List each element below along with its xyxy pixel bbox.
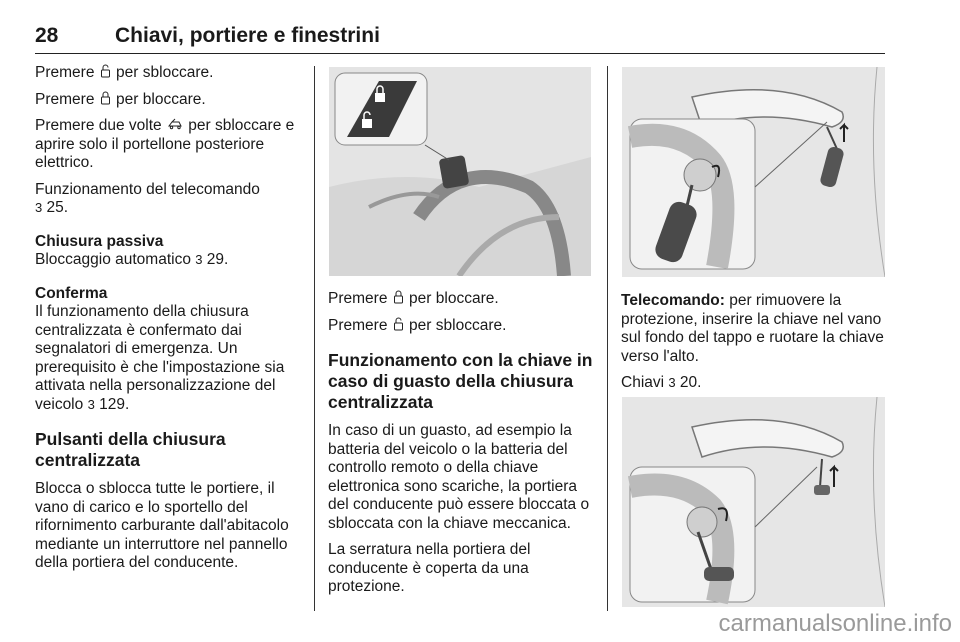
- figure-remove-cover: [622, 67, 885, 277]
- paragraph-confirmation: Il funzionamento della chiusura centralizzata è confermato dai segnalatori di emergenza. Un prerequisito è che l'impostazione sia attivata nella personalizzazione del veicolo 3 129.: [35, 303, 285, 413]
- paragraph-auto-lock: Bloccaggio automatico 3 29.: [35, 251, 229, 268]
- reference-arrow-icon: 3: [668, 375, 676, 390]
- figure-turn-key: [622, 397, 885, 607]
- column-divider-left: [314, 66, 315, 611]
- paragraph-remote: Telecomando: per rimuovere la protezione, inserire la chiave nel vano sul fondo del tappo e ruotare la chiave verso l'alto.: [621, 292, 884, 365]
- lock-icon: [100, 91, 111, 105]
- remote-label: Telecomando:: [621, 292, 725, 309]
- reference-arrow-icon: 3: [195, 252, 203, 267]
- reference-arrow-icon: 3: [35, 200, 43, 215]
- page-header: [35, 14, 885, 54]
- heading-central-lock-buttons: Pulsanti della chiusura centralizzata: [35, 429, 226, 470]
- column-2: [328, 290, 594, 605]
- paragraph-key-failure: In caso di un guasto, ad esempio la batteria del veicolo o la batteria del controllo remoto o della chiave elettronica sono scariche, la portiera del conducente può essere bloccata o sbloccata con la chiave meccanica.: [328, 422, 590, 532]
- paragraph-unlock: Premere per sbloccare.: [35, 64, 214, 81]
- paragraph-central-lock-buttons: Blocca o sblocca tutte le portiere, il vano di carico e lo sportello del rifornimento carburante dall'abitacolo mediante un interruttore nel pannello della portiera del conducente.: [35, 480, 289, 571]
- paragraph-lock-cover: La serratura nella portiera del conducente è coperta da una protezione.: [328, 541, 531, 595]
- unlock-icon: [393, 317, 404, 331]
- watermark: carmanualsonline.info: [718, 610, 952, 637]
- tailgate-icon: [167, 117, 183, 131]
- lock-icon: [393, 290, 404, 304]
- heading-key-failure: Funzionamento con la chiave in caso di guasto della chiusura centralizzata: [328, 350, 593, 412]
- door-switch-illustration: [329, 67, 591, 276]
- paragraph-lock-2: Premere per bloccare.: [328, 290, 499, 307]
- heading-confirmation: Conferma: [35, 284, 108, 302]
- heading-passive-locking: Chiusura passiva: [35, 232, 164, 250]
- column-divider-right: [607, 66, 608, 611]
- paragraph-remote-ref: Funzionamento del telecomando 3 25.: [35, 180, 260, 216]
- cover-removal-illustration: [622, 67, 885, 277]
- paragraph-lock: Premere per bloccare.: [35, 90, 206, 108]
- paragraph-keys-ref: Chiavi 3 20.: [621, 374, 702, 391]
- column-3: [621, 292, 887, 401]
- page-number: 28: [35, 24, 59, 47]
- unlock-icon: [100, 64, 111, 78]
- figure-door-lock-switch: [329, 67, 591, 276]
- reference-arrow-icon: 3: [87, 396, 95, 412]
- paragraph-unlock-2: Premere per sbloccare.: [328, 316, 507, 334]
- chapter-title: Chiavi, portiere e finestrini: [115, 24, 380, 47]
- paragraph-tailgate: Premere due volte per sbloccare e aprire solo il portellone posteriore elettrico.: [35, 117, 295, 171]
- key-turn-illustration: [622, 397, 885, 607]
- column-1: [35, 64, 303, 581]
